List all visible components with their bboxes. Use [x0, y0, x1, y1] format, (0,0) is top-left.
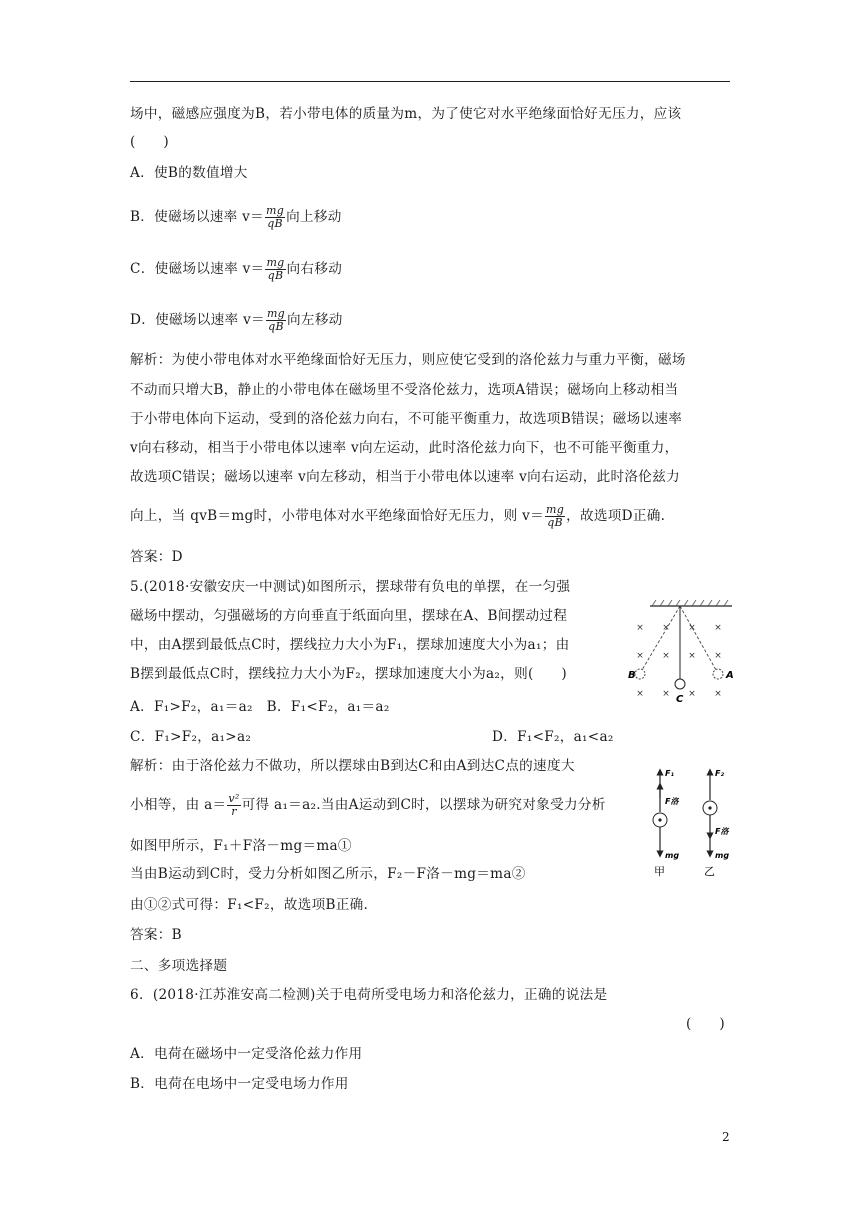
svg-text:×: × — [714, 689, 722, 699]
fraction-denominator: qB — [267, 217, 283, 230]
svg-text:×: × — [636, 623, 644, 633]
fraction-numerator: mg — [266, 256, 285, 269]
answer-line: 答案：D — [130, 549, 183, 565]
question-6-option-b: B．电荷在电场中一定受电场力作用 — [130, 1076, 349, 1092]
question-5-line: 5.(2018·安徽安庆一中测试)如图所示，摆球带有负电的单摆，在一匀强 — [130, 579, 571, 595]
q5-explanation-text: 可得 a₁＝a₂.当由A运动到C时，以摆球为研究对象受力分析 — [241, 797, 606, 813]
force-diagram-jia — [653, 769, 679, 878]
fraction-mg-qb — [265, 257, 285, 282]
fraction-denominator: qB — [547, 516, 563, 529]
pendulum-figure — [620, 600, 742, 708]
answer-paren: ( ) — [130, 134, 169, 150]
header-rule — [130, 81, 730, 82]
ball-center-dot — [708, 806, 711, 809]
force-label: F洛 — [665, 797, 679, 806]
explanation-text: ，故选项D正确. — [566, 508, 666, 524]
figure-caption: 甲 — [654, 865, 665, 878]
option-b-text: B．使磁场以速率 v＝ — [130, 209, 265, 225]
svg-text:×: × — [662, 651, 670, 661]
ceiling-hatch — [652, 600, 728, 606]
option-c-text: C．使磁场以速率 v＝ — [130, 261, 265, 277]
question-5-options-ab: A．F₁>F₂，a₁＝a₂ B．F₁<F₂，a₁＝a₂ — [130, 699, 390, 715]
fraction-mg-qb — [265, 205, 285, 230]
option-d — [130, 308, 343, 333]
question-5-line: B摆到最低点C时，摆线拉力大小为F₂，摆球加速度大小为a₂，则( ) — [130, 666, 567, 682]
question-5-line: 磁场中摆动，匀强磁场的方向垂直于纸面向里，摆球在A、B间摆动过程 — [130, 608, 568, 624]
svg-text:×: × — [636, 689, 644, 699]
answer-paren: ( ) — [686, 1016, 725, 1032]
explanation-line: v向右移动，相当于小带电体以速率 v向左运动，此时洛伦兹力向下，也不可能平衡重力， — [130, 440, 679, 456]
option-d-suffix: 向左移动 — [287, 312, 343, 328]
label-a: A — [726, 670, 734, 681]
fraction-mg-qb — [266, 308, 286, 333]
option-d-text: D．使磁场以速率 v＝ — [130, 312, 265, 328]
option-c — [130, 257, 342, 282]
pendulum-bob-a — [713, 669, 723, 679]
page-number: 2 — [722, 1130, 730, 1144]
fraction-mg-qb — [545, 504, 565, 529]
q5-explanation-line — [130, 793, 606, 818]
question-5-option-d: D．F₁<F₂，a₁<a₂ — [492, 729, 614, 745]
explanation-line: 故选项C错误；磁场以速率 v向左移动，相当于小带电体以速率 v向右运动，此时洛伦兹力 — [130, 469, 680, 485]
force-label: F₂ — [715, 769, 724, 778]
q5-explanation-text: 小相等，由 a＝ — [130, 797, 227, 813]
svg-text:×: × — [714, 623, 722, 633]
svg-text:×: × — [688, 651, 696, 661]
figure-caption: 乙 — [704, 865, 715, 878]
force-diagram-yi — [703, 769, 729, 878]
fraction-numerator: mg — [266, 307, 286, 320]
explanation-text: 向上，当 qvB＝mg时，小带电体对水平绝缘面恰好无压力，则 v＝ — [130, 508, 545, 524]
ball-center-dot — [658, 818, 661, 821]
force-label: F洛 — [715, 827, 729, 836]
force-diagram — [640, 762, 740, 880]
fraction-denominator: qB — [268, 320, 284, 333]
option-b-suffix: 向上移动 — [286, 209, 342, 225]
option-a: A．使B的数值增大 — [130, 165, 248, 181]
pendulum-bob-b — [635, 669, 645, 679]
pendulum-string-left — [642, 606, 680, 670]
fraction-numerator: v² — [228, 792, 240, 805]
option-b — [130, 205, 342, 230]
svg-text:×: × — [662, 689, 670, 699]
q5-explanation-line: 如图甲所示，F₁＋F洛－mg＝ma① — [130, 838, 352, 854]
explanation-line: 于小带电体向下运动，受到的洛伦兹力向右，不可能平衡重力，故选项B错误；磁场以速率 — [130, 411, 683, 427]
label-c: C — [676, 694, 684, 705]
explanation-line — [130, 504, 665, 529]
force-label: F₁ — [665, 769, 674, 778]
svg-text:×: × — [636, 651, 644, 661]
svg-text:×: × — [714, 651, 722, 661]
fraction-v2-r — [227, 793, 240, 818]
explanation-line: 不动而只增大B，静止的小带电体在磁场里不受洛伦兹力，选项A错误；磁场向上移动相当 — [130, 382, 679, 398]
q5-explanation-line: 当由B运动到C时，受力分析如图乙所示，F₂－F洛－mg＝ma② — [130, 866, 526, 882]
pendulum-bob-c — [675, 679, 685, 689]
pendulum-string-right — [680, 606, 716, 670]
text-line: 场中，磁感应强度为B，若小带电体的质量为m，为了使它对水平绝缘面恰好无压力，应该 — [130, 106, 682, 122]
question-5-line: 中，由A摆到最低点C时，摆线拉力大小为F₁，摆球加速度大小为a₁；由 — [130, 637, 570, 653]
answer-line: 答案：B — [130, 927, 182, 943]
label-b: B — [628, 670, 636, 681]
force-label: mg — [665, 851, 680, 860]
section-heading: 二、多项选择题 — [130, 958, 228, 974]
fraction-denominator: r — [231, 805, 237, 818]
question-6-line: 6．(2018·江苏淮安高二检测)关于电荷所受电场力和洛伦兹力，正确的说法是 — [130, 987, 608, 1003]
svg-text:×: × — [688, 623, 696, 633]
fraction-numerator: mg — [546, 503, 565, 516]
fraction-numerator: mg — [266, 204, 285, 217]
q5-explanation-line: 由①②式可得：F₁<F₂，故选项B正确. — [130, 897, 369, 913]
explanation-line: 解析：为使小带电体对水平绝缘面恰好无压力，则应使它受到的洛伦兹力与重力平衡，磁场 — [130, 352, 686, 368]
q5-explanation-line: 解析：由于洛伦兹力不做功，所以摆球由B到达C和由A到达C点的速度大 — [130, 758, 575, 774]
option-c-suffix: 向右移动 — [286, 261, 343, 277]
force-label: mg — [715, 851, 730, 860]
question-6-option-a: A．电荷在磁场中一定受洛伦兹力作用 — [130, 1046, 363, 1062]
svg-text:×: × — [688, 689, 696, 699]
svg-text:×: × — [662, 623, 670, 633]
question-5-option-c: C．F₁>F₂，a₁>a₂ — [130, 729, 252, 745]
fraction-denominator: qB — [267, 269, 284, 282]
